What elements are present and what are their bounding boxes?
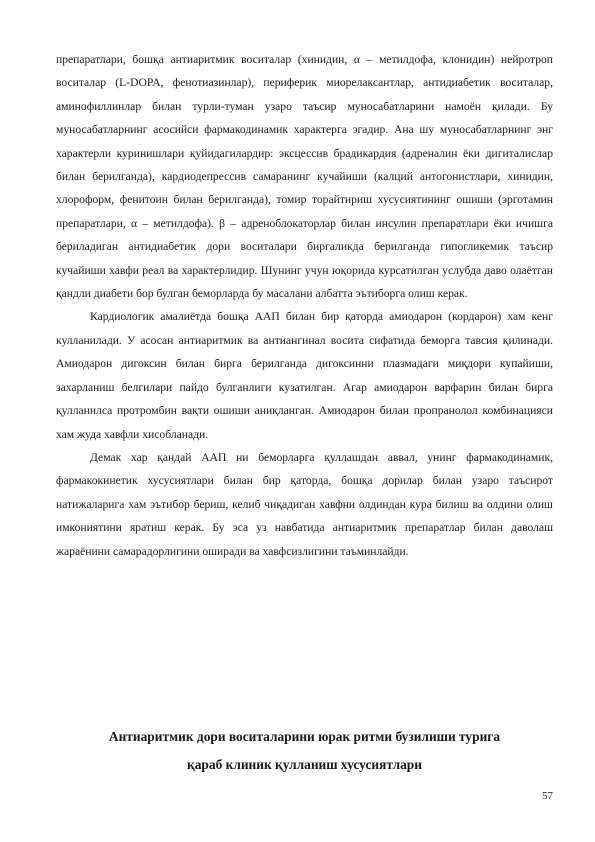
page-number: 57: [542, 790, 553, 802]
section-heading-line-2: қараб клиник қулланиш хусусиятлари: [187, 757, 422, 772]
paragraph-conclusion: Демак хар қандай ААП ни беморларга қуллашдан аввал, унинг фармакодинамик, фармакокинетик хусусиятлари билан бир қаторда, бошқа дорилар билан узаро таъсирот натижаларига хам эътибор бериш, келиб чиқадиган хавфни олдиндан кура билиш ва олдини олиш имкониятини яратиш керак. Бу эса уз навбатида антиаритмик препаратлар билан даволаш жараёнини самарадорлигини оширади ва хавфсизлигини таъминлайди.: [56, 450, 553, 558]
section-heading: [56, 723, 553, 779]
section-heading-line-1: Антиаритмик дори воситаларини юрак ритми бузилиши турига: [108, 729, 501, 744]
paragraph-amiodarone: Кардиологик амалиётда бошқа ААП билан бир қаторда амиодарон (кордарон) хам кенг кулланилади. У асосан антиаритмик ва антиангинал восита сифатида беморга тавсия қилинади. Амиодарон дигоксин билан бирга берилганда дигоксинни плазмадаги миқдори купайиши, захарланиш белгилари пайдо булганлиги кузатилган. Агар амиодарон варфарин билан бирга қулланилса протромбин вақти ошиши аниқланган. Амиодарон билан пропранолол комбинацияси хам жуда хавфли хисобланади.: [56, 310, 553, 441]
paragraph-continued: препаратлари, бошқа антиаритмик воситалар (хинидин, α – метилдофа, клонидин) нейротроп воситалар (L-DOPA, фенотиазинлар), периферик миорелаксантлар, антидиабетик воситалар, аминофиллинлар билан турли-туман узаро таъсир муносабатларини намоён қилади. Бу муносабатларнинг асосийси фармакодинамик характерга эгадир. Ана шу муносабатларнинг энг характерли куринишлари қуйидагилардир: эксцессив брадикардия (адреналин ёки дигиталислар билан берилганда), кардиодепрессив самаранинг кучайиши (калций антогонистлари, хинидин, хлороформ, фенитоин билан берилганда), томир торайтириш хусусиятининг ошиши (эрготамин препаратлари, α – метилдофа). β – адреноблокаторлар билан инсулин препаратлари ёки ичишга бериладиган антидиабетик дори воситалари биргаликда берилганда гипогликемик таъсир кучайиши хавфи реал ва характерлидир. Шунинг учун юқорида курсатилган услубда даво олаётган қандли диабети бор булган беморларда бу масалани албатта эътиборга олиш керак.: [56, 53, 553, 301]
body-text: [56, 48, 553, 563]
